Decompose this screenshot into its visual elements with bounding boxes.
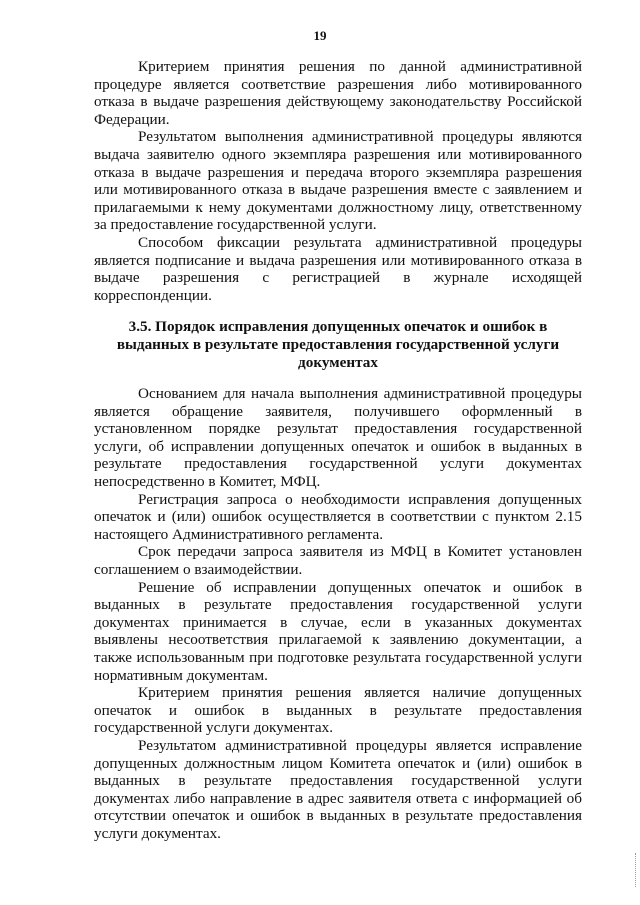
paragraph-correction-decision: Решение об исправлении допущенных опечаток и ошибок в выданных в результате предоставления государственной услуги документах принимается в случае, если в указанных документах выявлены несоответствия прилагаемой к заявлению документации, а также использованным при подготовке результата государственной услуги нормативным документам.	[94, 578, 582, 684]
paragraph-decision-criterion: Критерием принятия решения по данной административной процедуре является соответствие разрешения либо мотивированного отказа в выдаче разрешения действующему законодательству Российской Федерации.	[94, 58, 582, 128]
paragraph-correction-result: Результатом административной процедуры является исправление допущенных должностным лицом Комитета опечаток и (или) ошибок в выданных в результате предоставления государственной услуги документах либо направление в адрес заявителя ответа с информацией об отсутствии опечаток и ошибок в выданных в результате предоставления услуги документах.	[94, 736, 582, 842]
section-heading-line: выданных в результате предоставления государственной услуги	[116, 335, 560, 353]
page-number: 19	[313, 28, 327, 43]
section-heading-line: 3.5. Порядок исправления допущенных опечаток и ошибок в	[128, 318, 548, 336]
paragraph-procedure-basis: Основанием для начала выполнения административной процедуры является обращение заявителя, получившего оформленный в установленном порядке результат предоставления государственной услуги, об исправлении допущенных опечаток и ошибок в выданных в результате предоставления государственной услуги документах непосредственно в Комитет, МФЦ.	[94, 385, 582, 491]
paragraph-result-recording: Способом фиксации результата административной процедуры является подписание и выдача разрешения или мотивированного отказа в выдаче разрешения с регистрацией в журнале исходящей корреспонденции.	[94, 233, 582, 304]
paragraph-procedure-result: Результатом выполнения административной процедуры являются выдача заявителю одного экземпляра разрешения или мотивированного отказа в выдаче разрешения и передача второго экземпляра разрешения или мотивированного отказа в выдаче разрешения вместе с заявлением и прилагаемыми к нему документами должностному лицу, ответственному за предоставление государственной услуги.	[94, 128, 582, 234]
paragraph-transfer-deadline: Срок передачи запроса заявителя из МФЦ в Комитет установлен соглашением о взаимодействии.	[94, 543, 582, 579]
paragraph-correction-criterion: Критерием принятия решения является наличие допущенных опечаток и ошибок в выданных в результате предоставления государственной услуги документах.	[94, 684, 582, 737]
document-body	[94, 58, 582, 843]
section-heading-line: документах	[298, 353, 378, 371]
section-heading-3-5	[94, 318, 582, 371]
paragraph-request-registration: Регистрация запроса о необходимости исправления допущенных опечаток и (или) ошибок осуществляется в соответствии с пунктом 2.15 настоящего Административного регламента.	[94, 490, 582, 543]
scan-edge-mark	[633, 853, 636, 887]
